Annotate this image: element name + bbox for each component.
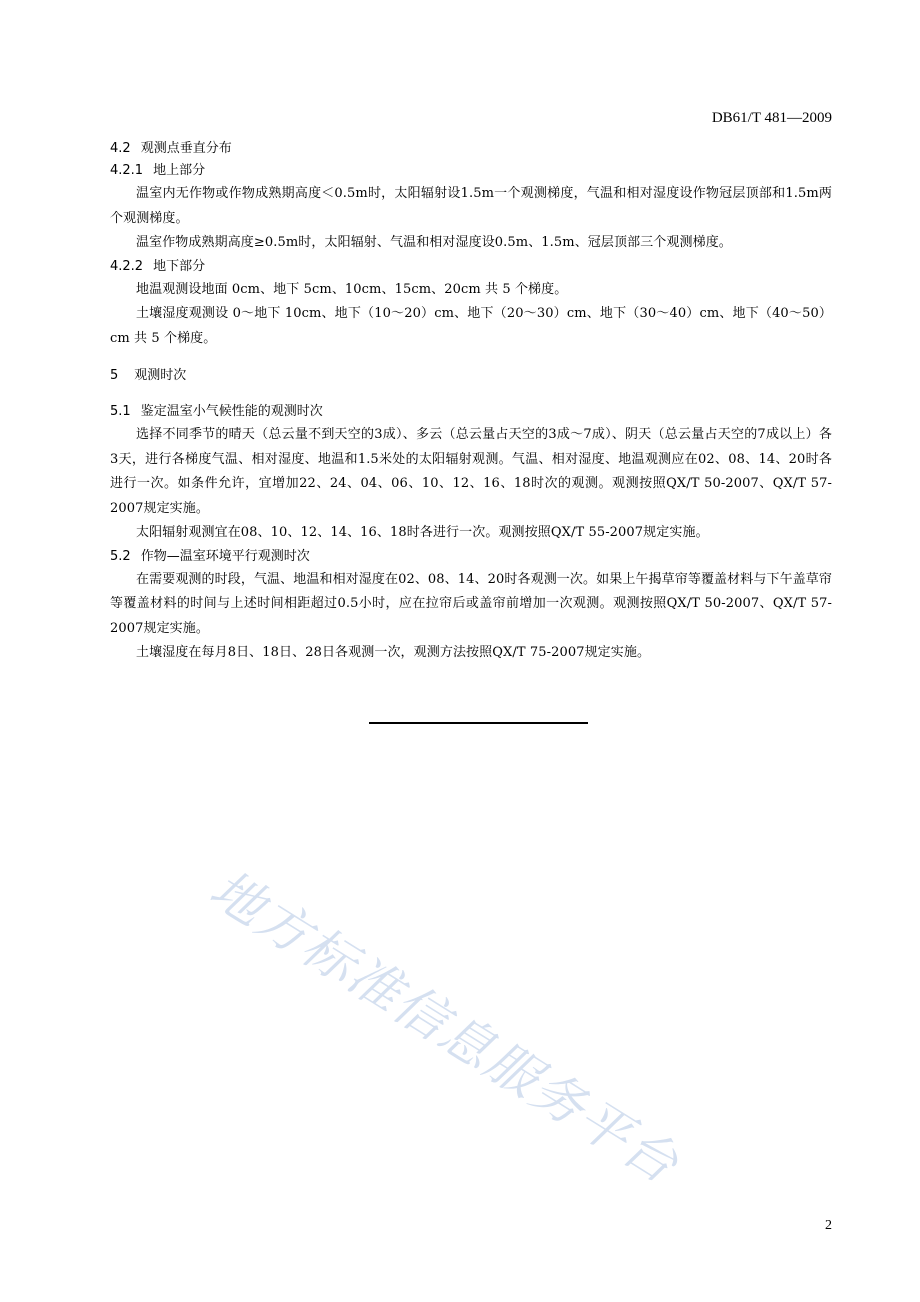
section-title: 观测时次 bbox=[134, 368, 187, 383]
paragraph: 太阳辐射观测宜在08、10、12、14、16、18时各进行一次。观测按照QX/T 55-2007规定实施。 bbox=[136, 525, 709, 540]
section-number: 4.2.2 bbox=[110, 258, 144, 274]
section-number: 5 bbox=[110, 368, 119, 383]
section-number: 4.2 bbox=[110, 141, 131, 156]
section-title: 作物—温室环境平行观测时次 bbox=[140, 548, 310, 564]
section-heading-5-1 bbox=[110, 401, 832, 423]
section-title: 地上部分 bbox=[153, 163, 206, 178]
paragraph: 选择不同季节的晴天（总云量不到天空的3成）、多云（总云量占天空的3成～7成）、阴天（总云量占天空的7成以上）各3天，进行各梯度气温、相对湿度、地温和1.5米处的太阳辐射观测。气温、相对湿度、地温观测应在02、08、14、20时各进行一次。如条件允许，宜增加22、24、04、06、10、12、16、18时次的观测。观测按照QX/T 50-2007、QX/T 57-2007规定实施。 bbox=[110, 427, 832, 516]
section-title: 观测点垂直分布 bbox=[140, 141, 232, 156]
section-heading-5 bbox=[110, 365, 832, 387]
section-title: 鉴定温室小气候性能的观测时次 bbox=[140, 404, 323, 419]
document-body bbox=[110, 138, 832, 666]
section-number: 5.1 bbox=[110, 404, 131, 419]
section-heading-4-2 bbox=[110, 138, 832, 160]
standard-code: DB61/T 481—2009 bbox=[711, 110, 832, 126]
paragraph: 土壤湿度在每月8日、18日、28日各观测一次，观测方法按照QX/T 75-2007规定实施。 bbox=[136, 645, 651, 660]
paragraph: 温室内无作物或作物成熟期高度＜0.5m时，太阳辐射设1.5m一个观测梯度，气温和相对湿度设作物冠层顶部和1.5m两个观测梯度。 bbox=[110, 186, 832, 226]
paragraph: 温室作物成熟期高度≥0.5m时，太阳辐射、气温和相对湿度设0.5m、1.5m、冠层顶部三个观测梯度。 bbox=[136, 235, 732, 250]
paragraph: 土壤湿度观测设 0～地下 10cm、地下（10～20）cm、地下（20～30）cm、地下（30～40）cm、地下（40～50）cm 共 5 个梯度。 bbox=[110, 306, 832, 346]
paragraph: 地温观测设地面 0cm、地下 5cm、10cm、15cm、20cm 共 5 个梯度。 bbox=[136, 281, 568, 297]
section-number: 5.2 bbox=[110, 548, 131, 564]
paragraph: 在需要观测的时段，气温、地温和相对湿度在02、08、14、20时各观测一次。如果上午揭草帘等覆盖材料与下午盖草帘等覆盖材料的时间与上述时间相距超过0.5小时，应在拉帘后或盖帘前增加一次观测。观测按照QX/T 50-2007、QX/T 57-2007规定实施。 bbox=[110, 571, 832, 636]
section-heading-5-2 bbox=[110, 546, 832, 568]
section-heading-4-2-2 bbox=[110, 256, 832, 278]
watermark: 地方标准信息服务平台 bbox=[199, 859, 690, 1197]
section-title: 地下部分 bbox=[153, 258, 206, 274]
page-number: 2 bbox=[825, 1218, 832, 1233]
section-number: 4.2.1 bbox=[110, 163, 144, 178]
section-heading-4-2-1 bbox=[110, 160, 832, 182]
end-of-standard-rule bbox=[369, 722, 588, 724]
